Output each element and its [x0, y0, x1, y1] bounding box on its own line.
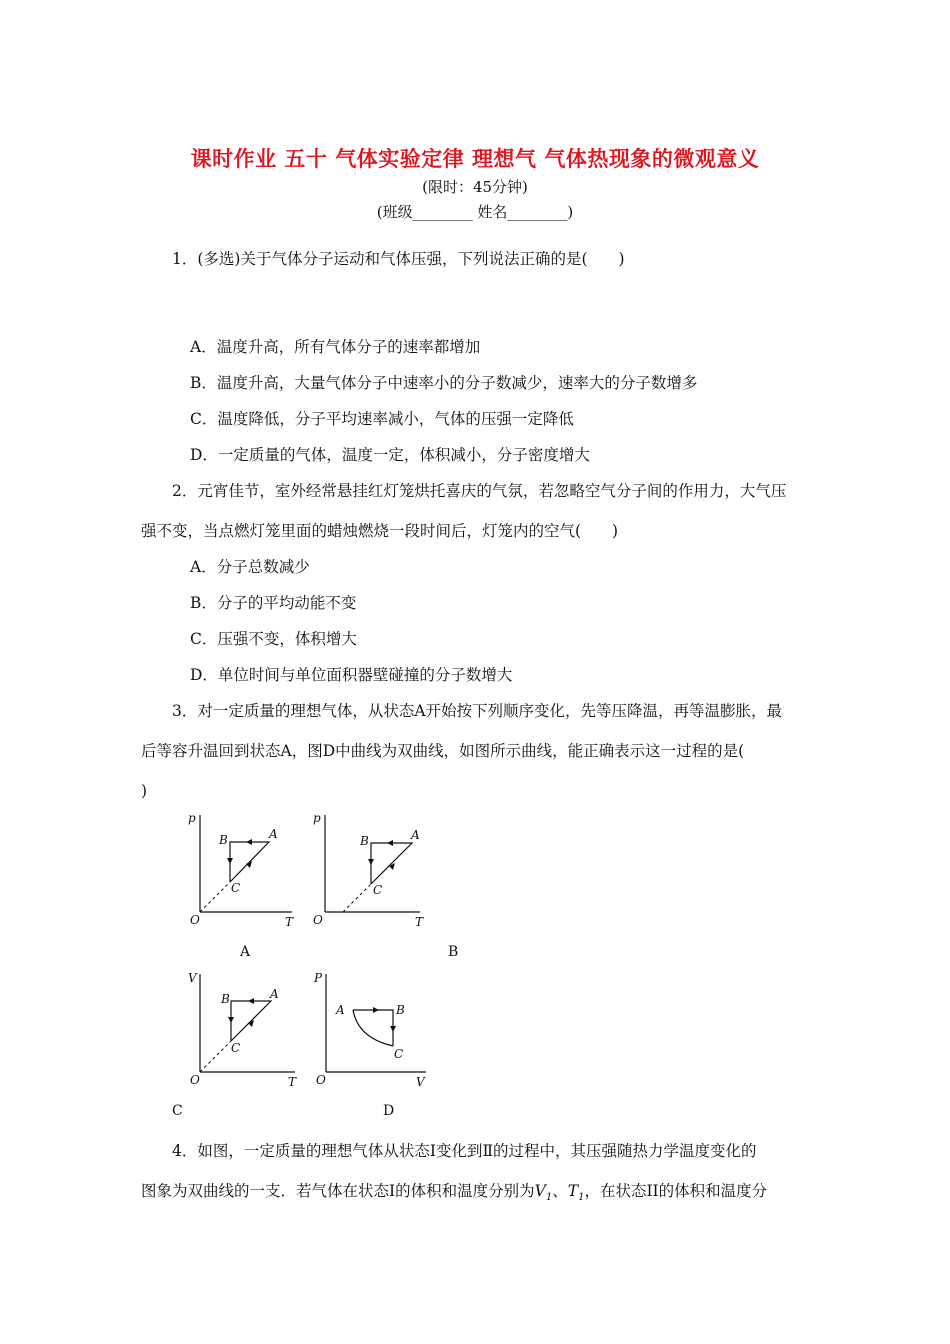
- graph-b-arrow-ab: [387, 840, 393, 846]
- graph-a-y-label: p: [188, 811, 196, 825]
- page-title: 课时作业 五十 气体实验定律 理想气 气体热现象的微观意义: [190, 147, 760, 171]
- q4-stem-line2: [141, 1181, 767, 1208]
- graph-d-label-b: B: [396, 1003, 405, 1017]
- q2-option-d: D．单位时间与单位面积器壁碰撞的分子数增大: [190, 666, 513, 684]
- graph-c-x-label: T: [288, 1075, 297, 1089]
- graph-c-y-label: V: [188, 971, 197, 985]
- graph-b-dashed-extension: [343, 884, 371, 912]
- graph-a-caption: A: [240, 944, 251, 960]
- graph-c-caption: C: [172, 1103, 183, 1119]
- q1-stem: 1．(多选)关于气体分子运动和气体压强，下列说法正确的是( ): [172, 250, 625, 268]
- q3-stem-line1: 3．对一定质量的理想气体，从状态A开始按下列顺序变化，先等压降温，再等温膨胀，最: [172, 702, 783, 720]
- graph-b-label-c: C: [373, 883, 383, 897]
- graph-d-hyperbola: [353, 1010, 393, 1046]
- q4-stem-line2-end: ，在状态II的体积和温度分: [584, 1182, 768, 1200]
- graph-b-origin: O: [313, 913, 323, 927]
- graph-a-label-b: B: [219, 833, 228, 847]
- q4-separator: 、: [552, 1182, 568, 1200]
- graph-a-label-a: A: [269, 827, 278, 841]
- graph-b-x-label: T: [415, 915, 424, 929]
- graph-b: [305, 810, 430, 930]
- q1-option-b: B．温度升高，大量气体分子中速率小的分子数减少，速率大的分子数增多: [190, 374, 698, 392]
- q1-option-a: A．温度升高，所有气体分子的速率都增加: [190, 338, 481, 356]
- graph-d-path: [353, 1010, 393, 1046]
- graph-d-caption: D: [383, 1103, 395, 1119]
- graph-a-arrow-bc: [227, 858, 233, 864]
- graph-d-arrow-bc: [390, 1026, 396, 1032]
- graph-a-label-c: C: [231, 881, 241, 895]
- q2-stem-line1: 2．元宵佳节，室外经常悬挂红灯笼烘托喜庆的气氛，若忽略空气分子间的作用力，大气压: [172, 482, 787, 500]
- q4-v1: $V_1$: [534, 1182, 553, 1204]
- time-limit: (限时：45分钟): [422, 178, 528, 196]
- graph-a-origin: O: [190, 913, 200, 927]
- graph-d-y-label: P: [314, 971, 323, 985]
- graph-d-label-c: C: [394, 1047, 404, 1061]
- graph-c-cycle: [231, 1001, 271, 1041]
- graph-a-arrow-ab: [246, 839, 252, 845]
- graph-b-arrow-bc: [368, 859, 374, 865]
- graph-c-dashed-extension: [200, 1041, 231, 1072]
- graph-d-arrow-ab: [373, 1007, 379, 1013]
- q4-stem-line1: 4．如图，一定质量的理想气体从状态Ⅰ变化到Ⅱ的过程中，其压强随热力学温度变化的: [172, 1142, 757, 1160]
- graph-b-y-label: p: [313, 811, 321, 825]
- graph-c-arrow-bc: [228, 1017, 234, 1023]
- q2-option-a: A．分子总数减少: [190, 558, 310, 576]
- graph-c-arrow-ab: [248, 998, 254, 1004]
- graph-c-label-c: C: [231, 1041, 241, 1055]
- q4-stem-line2-start: 图象为双曲线的一支．若气体在状态Ⅰ的体积和温度分别为: [141, 1182, 535, 1200]
- graph-b-caption: B: [448, 944, 459, 960]
- graph-b-arrow-ca: [389, 863, 395, 870]
- graph-a: [180, 810, 300, 930]
- q2-option-b: B．分子的平均动能不变: [190, 594, 357, 612]
- graph-a-x-label: T: [285, 915, 294, 929]
- graph-d-label-a: A: [336, 1003, 345, 1017]
- graph-c-label-a: A: [270, 987, 279, 1001]
- graph-d-origin: O: [316, 1073, 326, 1087]
- class-name-line: (班级________ 姓名________): [376, 203, 574, 221]
- q3-stem-line3: ): [141, 782, 148, 800]
- graph-c-label-b: B: [221, 992, 230, 1006]
- graph-c-origin: O: [190, 1073, 200, 1087]
- graph-b-label-b: B: [360, 834, 369, 848]
- q2-stem-line2: 强不变，当点燃灯笼里面的蜡烛燃烧一段时间后，灯笼内的空气( ): [141, 522, 619, 540]
- q1-option-c: C．温度降低，分子平均速率减小，气体的压强一定降低: [190, 410, 574, 428]
- q3-stem-line2: 后等容升温回到状态A，图D中曲线为双曲线，如图所示曲线，能正确表示这一过程的是(: [141, 742, 745, 760]
- graph-c: [180, 968, 305, 1090]
- graph-b-label-a: A: [411, 828, 420, 842]
- graph-a-dashed-extension: [200, 882, 230, 912]
- graph-b-cycle: [371, 843, 412, 884]
- graph-d-x-label: V: [416, 1075, 425, 1089]
- q1-option-d: D．一定质量的气体，温度一定，体积减小，分子密度增大: [190, 446, 590, 464]
- graph-a-cycle: [230, 842, 269, 882]
- graph-d: [308, 968, 433, 1090]
- q4-t1: $T_1$: [567, 1182, 585, 1204]
- q2-option-c: C．压强不变，体积增大: [190, 630, 357, 648]
